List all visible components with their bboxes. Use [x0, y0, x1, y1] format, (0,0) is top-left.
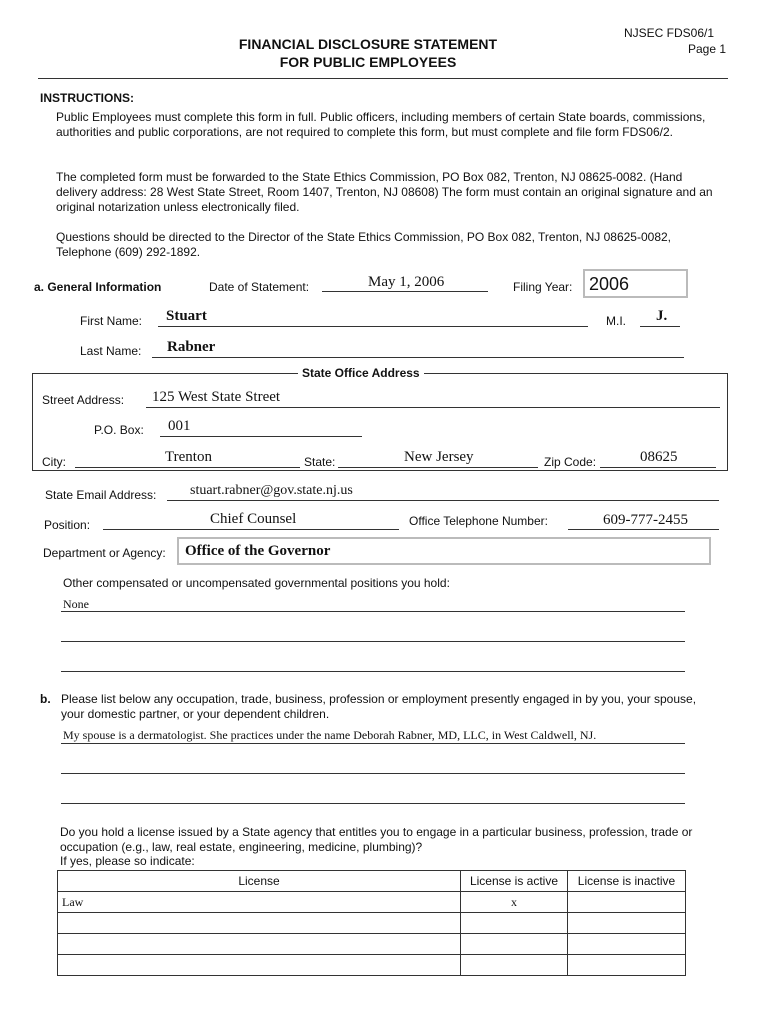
license-active-cell[interactable]: x	[461, 892, 568, 913]
city-underline	[75, 467, 300, 468]
license-inactive-cell[interactable]	[568, 955, 686, 976]
other-positions-line-1	[61, 611, 685, 612]
po-box-label: P.O. Box:	[94, 423, 144, 437]
section-b-letter: b.	[40, 692, 51, 706]
state-email-field[interactable]: stuart.rabner@gov.state.nj.us	[190, 483, 353, 498]
mi-label: M.I.	[606, 314, 626, 328]
position-label: Position:	[44, 518, 91, 532]
zip-code-underline	[600, 467, 716, 468]
table-row	[58, 955, 686, 976]
license-cell[interactable]	[58, 955, 461, 976]
city-field[interactable]: Trenton	[165, 449, 212, 465]
mi-underline	[640, 326, 680, 327]
other-positions-line-3	[61, 671, 685, 672]
license-active-header: License is active	[461, 871, 568, 892]
street-address-field[interactable]: 125 West State Street	[152, 389, 281, 405]
po-box-underline	[160, 436, 362, 437]
page-number: Page 1	[688, 42, 727, 56]
first-name-field[interactable]: Stuart	[166, 308, 207, 324]
last-name-label: Last Name:	[80, 344, 142, 358]
license-inactive-header: License is inactive	[568, 871, 686, 892]
instructions-para1: Public Employees must complete this form in full. Public officers, including members of certain State boards, commissions, authorities and public corporations, are not required to complete this form, but must complete and file form FDS06/2.	[56, 110, 706, 139]
street-address-underline	[146, 407, 720, 408]
license-active-cell[interactable]	[461, 955, 568, 976]
license-table-header	[58, 871, 686, 892]
department-field[interactable]	[177, 537, 711, 565]
instructions-para3: Questions should be directed to the Director of the State Ethics Commission, PO Box 082, Trenton, NJ 08625-0082, Telephone (609) 292-1892.	[56, 230, 671, 259]
license-inactive-cell[interactable]	[568, 934, 686, 955]
form-id: NJSEC FDS06/1	[624, 26, 715, 40]
occupation-line-2	[61, 773, 685, 774]
license-cell[interactable]: Law	[58, 892, 461, 913]
state-label: State:	[304, 455, 336, 469]
filing-year-field[interactable]	[583, 269, 688, 298]
mi-field[interactable]: J.	[656, 308, 668, 324]
zip-code-field[interactable]: 08625	[640, 449, 678, 465]
street-address-label: Street Address:	[42, 393, 125, 407]
position-underline	[103, 529, 399, 530]
instructions-para2: The completed form must be forwarded to the State Ethics Commission, PO Box 082, Trenton, NJ 08625-0082. (Hand delivery address: 28 West State Street, Room 1407, Trenton, NJ 08608) The form must contain an original signature and an original notarization unless electronically filed.	[56, 170, 713, 214]
occupation-line-1	[61, 743, 685, 744]
state-email-label: State Email Address:	[45, 488, 157, 502]
po-box-field[interactable]: 001	[168, 418, 191, 434]
license-cell[interactable]	[58, 934, 461, 955]
office-phone-underline	[568, 529, 719, 530]
city-label: City:	[42, 455, 66, 469]
position-field[interactable]: Chief Counsel	[210, 511, 297, 527]
filing-year-label: Filing Year:	[513, 280, 573, 294]
office-address-heading: State Office Address	[298, 366, 424, 380]
last-name-field[interactable]: Rabner	[167, 339, 216, 355]
form-title-line1: FINANCIAL DISCLOSURE STATEMENT	[238, 36, 498, 52]
office-phone-field[interactable]: 609-777-2455	[603, 512, 688, 528]
other-positions-label: Other compensated or uncompensated governmental positions you hold:	[63, 576, 450, 590]
license-inactive-cell[interactable]	[568, 913, 686, 934]
instructions-heading: INSTRUCTIONS:	[40, 91, 134, 105]
license-active-cell[interactable]	[461, 934, 568, 955]
general-info-section-label: a. General Information	[34, 280, 162, 294]
other-positions-field[interactable]: None	[63, 597, 89, 611]
office-address-box	[32, 373, 728, 471]
occupation-line-3	[61, 803, 685, 804]
department-value: Office of the Governor	[185, 543, 331, 559]
form-title-line2: FOR PUBLIC EMPLOYEES	[279, 54, 457, 70]
date-of-statement-underline	[322, 291, 488, 292]
table-row	[58, 913, 686, 934]
license-header: License	[58, 871, 461, 892]
license-table	[57, 870, 686, 976]
department-label: Department or Agency:	[43, 546, 166, 560]
first-name-underline	[158, 326, 588, 327]
license-prompt: If yes, please so indicate:	[60, 854, 195, 868]
section-b-question: Please list below any occupation, trade, business, profession or employment presently engaged in by you, your spouse, your domestic partner, or your dependent children.	[61, 692, 697, 721]
last-name-underline	[152, 357, 684, 358]
first-name-label: First Name:	[80, 314, 143, 328]
date-of-statement-label: Date of Statement:	[209, 280, 310, 294]
state-email-underline	[167, 500, 719, 501]
occupation-answer-field[interactable]: My spouse is a dermatologist. She practices under the name Deborah Rabner, MD, LLC, in West Caldwell, NJ.	[63, 728, 597, 742]
license-question: Do you hold a license issued by a State agency that entitles you to engage in a particular business, profession, trade or occupation (e.g., law, real estate, engineering, medicine, plumbing)?	[60, 825, 693, 854]
state-field[interactable]: New Jersey	[404, 449, 474, 465]
date-of-statement-field[interactable]: May 1, 2006	[368, 274, 445, 290]
header-divider	[38, 78, 728, 79]
license-active-cell[interactable]	[461, 913, 568, 934]
other-positions-line-2	[61, 641, 685, 642]
table-row	[58, 892, 686, 913]
filing-year-value: 2006	[589, 274, 630, 294]
license-inactive-cell[interactable]	[568, 892, 686, 913]
state-underline	[338, 467, 538, 468]
license-cell[interactable]	[58, 913, 461, 934]
office-phone-label: Office Telephone Number:	[409, 514, 548, 528]
table-row	[58, 934, 686, 955]
zip-code-label: Zip Code:	[544, 455, 597, 469]
